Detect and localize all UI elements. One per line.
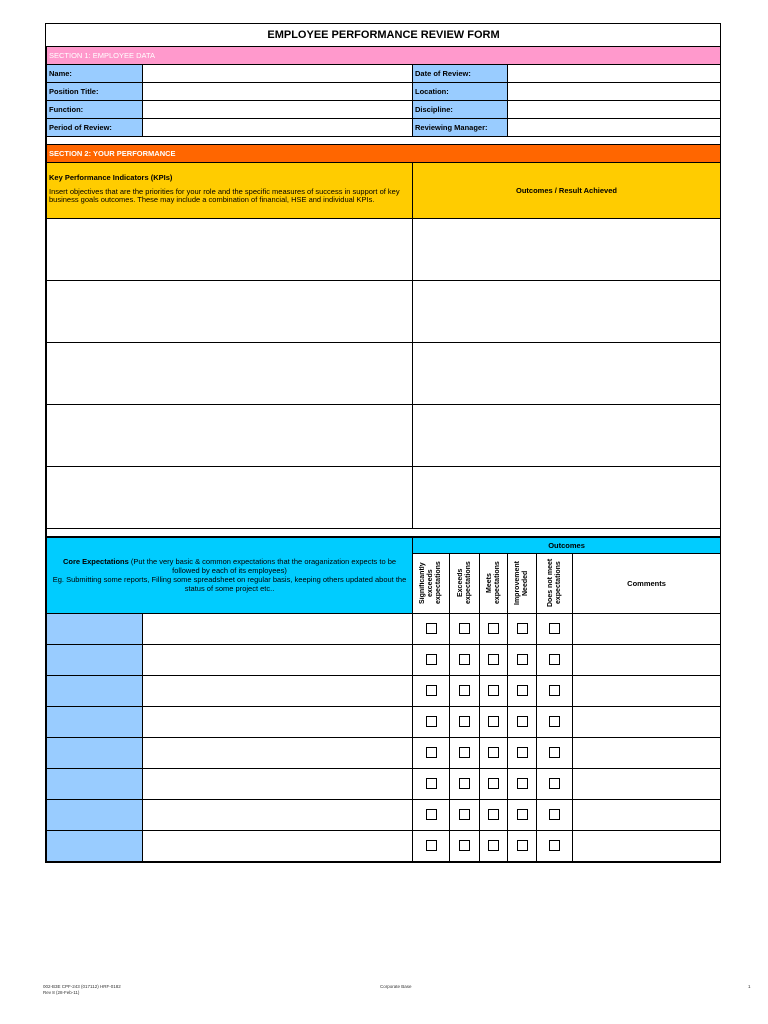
rating-checkbox[interactable] [488,654,499,665]
rating-col-header [480,553,508,613]
rating-checkbox[interactable] [517,809,528,820]
kpi-description: Insert objectives that are the priorities for your role and the specific measures of success in support of key business goals outcomes. These may include a combination of financial, HSE and individual KPIs. [49,186,400,204]
form-title: EMPLOYEE PERFORMANCE REVIEW FORM [47,24,721,46]
rating-cell [413,768,450,799]
kpi-header-cell [47,162,413,218]
position-title-field[interactable] [143,82,413,100]
outcomes-header: Outcomes [413,537,721,553]
section2-header: SECTION 2: YOUR PERFORMANCE [47,144,721,162]
rating-checkbox[interactable] [549,654,560,665]
kpi-outcome-input[interactable] [413,342,721,404]
footer-doc-code [43,984,121,996]
rating-cell [537,706,573,737]
rating-cell [508,799,537,830]
rating-cell [480,613,508,644]
kpi-input[interactable] [47,342,413,404]
core-expectation-input[interactable] [143,644,413,675]
kpi-outcome-input[interactable] [413,404,721,466]
rating-checkbox[interactable] [488,716,499,727]
rating-cell [450,830,480,861]
rating-cell [413,613,450,644]
rating-checkbox[interactable] [549,809,560,820]
kpi-input[interactable] [47,466,413,528]
comments-input[interactable] [573,644,721,675]
comments-input[interactable] [573,675,721,706]
rating-cell [480,737,508,768]
rating-checkbox[interactable] [488,623,499,634]
rating-exceeds: Exceeds expectations [456,561,472,605]
rating-cell [508,768,537,799]
core-expectation-input[interactable] [143,768,413,799]
rating-checkbox[interactable] [517,685,528,696]
rating-cell [450,737,480,768]
rating-checkbox[interactable] [517,654,528,665]
rating-checkbox[interactable] [517,778,528,789]
footer-page-number: 1 [748,984,751,989]
kpi-title: Key Performance Indicators (KPIs) [49,172,173,182]
core-expectation-label-cell[interactable] [47,830,143,861]
rating-cell [450,706,480,737]
rating-cell [413,737,450,768]
discipline-label: Discipline: [413,100,508,118]
core-expectation-label-cell[interactable] [47,706,143,737]
rating-cell [450,675,480,706]
rating-checkbox[interactable] [488,809,499,820]
rating-cell [480,644,508,675]
rating-checkbox[interactable] [426,623,437,634]
footer-center: Corporate Base [380,984,412,989]
rating-cell [537,830,573,861]
date-of-review-field[interactable] [508,64,721,82]
rating-checkbox[interactable] [549,685,560,696]
rating-checkbox[interactable] [517,623,528,634]
rating-does-not-meet: Does not meet expectations [546,558,562,608]
comments-input[interactable] [573,706,721,737]
core-expectation-row [47,799,721,830]
position-title-label: Position Title: [47,82,143,100]
core-expectation-row [47,737,721,768]
rating-checkbox[interactable] [517,716,528,727]
core-example: Eg. Submitting some reports, Filling some spreadsheet on regular basis, keeping others updated about the status of some project etc.. [52,575,407,593]
function-label: Function: [47,100,143,118]
rating-checkbox[interactable] [459,778,470,789]
spacer-row [47,528,721,536]
rating-checkbox[interactable] [426,747,437,758]
period-of-review-field[interactable] [143,118,413,136]
footer-doc-code-line2: Rev 8 (28-Feb-11) [43,990,80,995]
rating-cell [413,675,450,706]
rating-checkbox[interactable] [488,778,499,789]
rating-checkbox[interactable] [426,716,437,727]
rating-checkbox[interactable] [517,840,528,851]
spacer-row [47,136,721,144]
rating-cell [413,799,450,830]
rating-col-header [413,553,450,613]
rating-checkbox[interactable] [488,685,499,696]
rating-checkbox[interactable] [459,685,470,696]
discipline-field[interactable] [508,100,721,118]
footer-doc-code-line1: 002-B3E CPF-243 (017112) HRF-0182 [43,984,121,989]
core-expectation-label-cell[interactable] [47,799,143,830]
rating-cell [450,799,480,830]
rating-col-header [508,553,537,613]
core-expectation-row [47,706,721,737]
rating-checkbox[interactable] [488,747,499,758]
name-label: Name: [47,64,143,82]
kpi-outcome-input[interactable] [413,280,721,342]
rating-meets: Meets expectations [485,561,501,605]
rating-cell [537,799,573,830]
reviewing-manager-label: Reviewing Manager: [413,118,508,136]
rating-cell [508,706,537,737]
rating-cell [508,737,537,768]
comments-input[interactable] [573,613,721,644]
kpi-input[interactable] [47,218,413,280]
rating-checkbox[interactable] [459,809,470,820]
core-title: Core Expectations [62,557,129,566]
rating-cell [508,830,537,861]
core-expectation-input[interactable] [143,830,413,861]
comments-input[interactable] [573,737,721,768]
rating-cell [450,613,480,644]
comments-input[interactable] [573,799,721,830]
rating-checkbox[interactable] [459,840,470,851]
rating-cell [537,613,573,644]
rating-checkbox[interactable] [549,747,560,758]
outcomes-result-header: Outcomes / Result Achieved [413,162,721,218]
section1-header: SECTION 1: EMPLOYEE DATA [47,46,721,64]
kpi-outcome-input[interactable] [413,466,721,528]
rating-cell [508,675,537,706]
rating-checkbox[interactable] [549,716,560,727]
rating-col-header [537,553,573,613]
core-expectation-row [47,768,721,799]
rating-checkbox[interactable] [459,654,470,665]
core-expectation-row [47,644,721,675]
rating-checkbox[interactable] [426,840,437,851]
rating-checkbox[interactable] [426,654,437,665]
reviewing-manager-field[interactable] [508,118,721,136]
core-title-note: (Put the very basic & common expectations that the oraganization expects to be followed by each of its employees) [128,557,397,575]
performance-review-form [45,23,721,863]
core-expectations-header [47,537,413,613]
rating-cell [413,706,450,737]
core-expectation-input[interactable] [143,737,413,768]
core-expectation-label-cell[interactable] [47,737,143,768]
rating-checkbox[interactable] [459,623,470,634]
rating-checkbox[interactable] [426,778,437,789]
rating-cell [537,737,573,768]
rating-checkbox[interactable] [426,809,437,820]
rating-checkbox[interactable] [517,747,528,758]
comments-header: Comments [573,553,721,613]
rating-checkbox[interactable] [549,623,560,634]
function-field[interactable] [143,100,413,118]
date-of-review-label: Date of Review: [413,64,508,82]
rating-improvement-needed: Improvement Needed [514,561,530,605]
core-expectation-input[interactable] [143,706,413,737]
rating-cell [413,644,450,675]
core-expectations-table [46,537,721,862]
rating-cell [480,830,508,861]
rating-cell [537,644,573,675]
rating-checkbox[interactable] [459,747,470,758]
rating-cell [480,706,508,737]
core-expectation-input[interactable] [143,613,413,644]
comments-input[interactable] [573,830,721,861]
location-field[interactable] [508,82,721,100]
core-rows [47,613,721,861]
core-expectation-input[interactable] [143,799,413,830]
rating-checkbox[interactable] [549,840,560,851]
core-expectation-label-cell[interactable] [47,675,143,706]
rating-cell [480,768,508,799]
rating-significantly-exceeds: Significantly exceeds expectations [419,561,443,605]
kpi-input[interactable] [47,404,413,466]
rating-cell [450,768,480,799]
location-label: Location: [413,82,508,100]
core-expectation-label-cell[interactable] [47,768,143,799]
core-expectation-label-cell[interactable] [47,613,143,644]
rating-cell [480,675,508,706]
rating-cell [480,799,508,830]
rating-cell [450,644,480,675]
comments-input[interactable] [573,768,721,799]
core-expectation-row [47,613,721,644]
rating-cell [537,768,573,799]
core-expectation-input[interactable] [143,675,413,706]
rating-checkbox[interactable] [459,716,470,727]
rating-checkbox[interactable] [488,840,499,851]
period-of-review-label: Period of Review: [47,118,143,136]
core-expectation-label-cell[interactable] [47,644,143,675]
rating-checkbox[interactable] [549,778,560,789]
rating-cell [508,613,537,644]
rating-checkbox[interactable] [426,685,437,696]
rating-col-header [450,553,480,613]
form-table [46,24,721,537]
rating-cell [508,644,537,675]
rating-cell [537,675,573,706]
name-field[interactable] [143,64,413,82]
kpi-input[interactable] [47,280,413,342]
rating-cell [413,830,450,861]
core-expectation-row [47,830,721,861]
core-expectation-row [47,675,721,706]
kpi-outcome-input[interactable] [413,218,721,280]
